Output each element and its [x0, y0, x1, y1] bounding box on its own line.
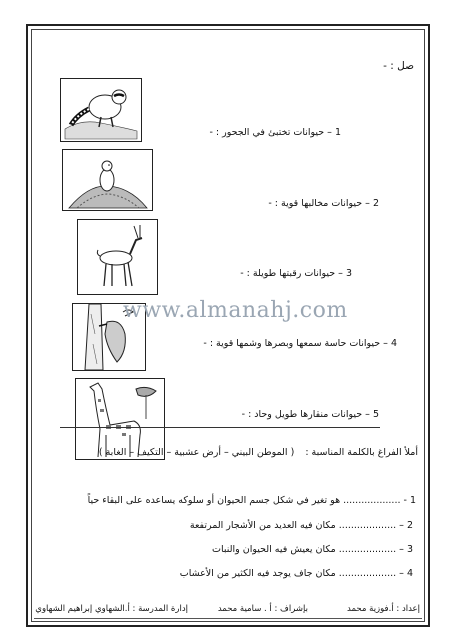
- watermark: www.almanahj.com: [123, 298, 348, 323]
- item-3-text: 3 – حيوانات رقبتها طويلة : -: [240, 268, 352, 279]
- item-5-text: 5 – حيوانات منقارها طويل وحاد : -: [241, 409, 379, 420]
- raccoon-picture: [60, 78, 142, 142]
- footer-supervision: بإشراف : أ . سامية محمد: [217, 604, 308, 614]
- item-4-text: 4 – حيوانات حاسة سمعها وبصرها وشمها قوية : -: [203, 338, 397, 349]
- item-1-text: 1 – حيوانات تختبئ في الجحور : -: [209, 127, 341, 138]
- word-bank: ( الموطن البيني – أرض عشبية – التكيف – الغابة ): [98, 447, 295, 458]
- section-title: صل : -: [383, 60, 414, 72]
- sentence-2: 2 – ................... مكان فيه العديد من الأشجار المرتفعة: [189, 520, 413, 531]
- sentence-4: 4 – ................... مكان جاف يوجد فيه الكثير من الأعشاب: [179, 568, 413, 579]
- item-2-text: 2 – حيوانات مخالبها قوية : -: [268, 198, 379, 209]
- footer-divider: [34, 618, 422, 619]
- section-divider: [60, 427, 380, 428]
- fill-in-instruction: [99, 447, 418, 458]
- sentence-1: 1 - ................... هو تغير في شكل جسم الحيوان أو سلوكه يساعده على البقاء حياً: [87, 495, 416, 506]
- groundhog-picture: [62, 149, 153, 211]
- sentence-3: 3 – ................... مكان يعيش فيه الحيوان والنبات: [212, 544, 413, 555]
- gazelle-picture: [77, 219, 158, 295]
- footer-prepared: إعداد : أ.فوزية محمد: [347, 604, 420, 614]
- instruction-text: أملأ الفراغ بالكلمة المناسبة :: [305, 447, 418, 458]
- footer-management: إدارة المدرسة : أ.الشهاوي إبراهيم الشهاوي: [35, 604, 188, 614]
